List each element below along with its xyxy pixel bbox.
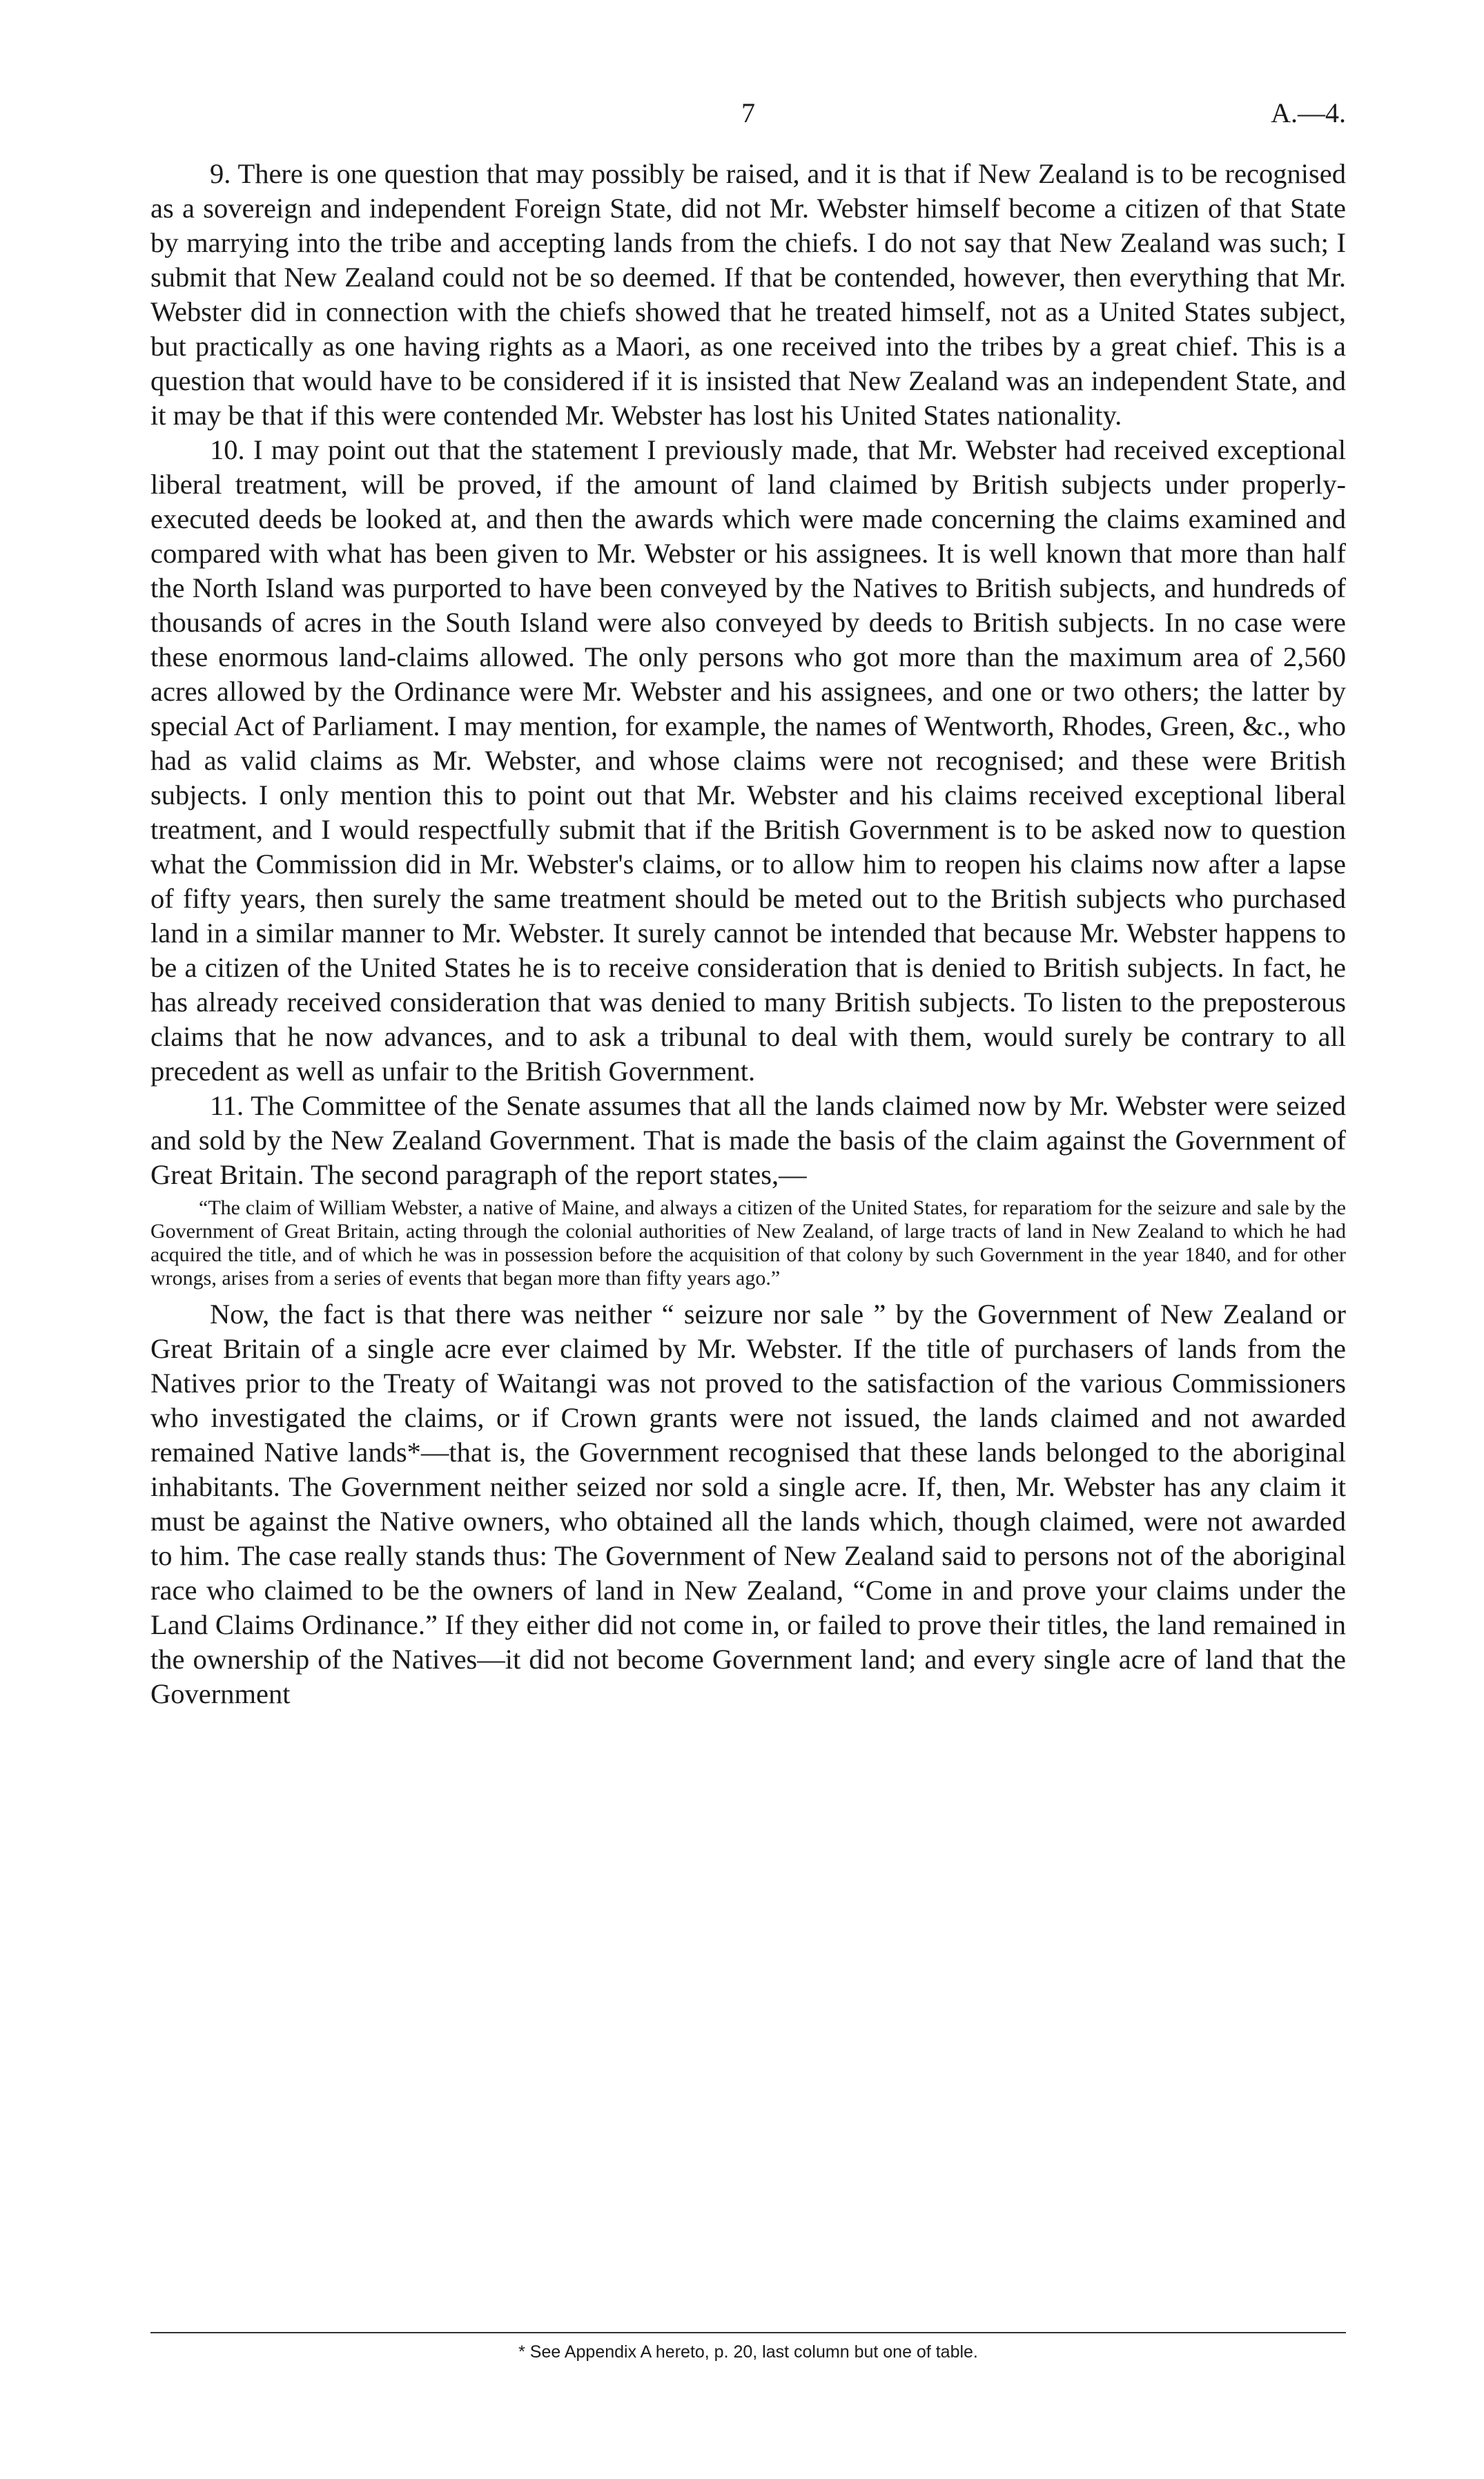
report-quotation: “The claim of William Webster, a native of Maine, and always a citizen of the United States, for reparatiom for the seizure and sale by the Government of Great Britain, acting through the colonial authorities of New Zealand, of large tracts of land in New Zealand to which he had acquired the title, and of which he was in possession before the acquisition of that colony by such Government in the year 1840, and for other wrongs, arises from a series of events that began more than fifty years ago.” [150, 1196, 1346, 1290]
page-number: 7 [741, 97, 755, 128]
footnote-divider [150, 2332, 1346, 2333]
body-text [150, 157, 1346, 1711]
footnote: * See Appendix A hereto, p. 20, last column but one of table. [518, 2342, 978, 2362]
paragraph-11: 11. The Committee of the Senate assumes that all the lands claimed now by Mr. Webster were seized and sold by the New Zealand Government. That is made the basis of the claim against the Government of Great Britain. The second paragraph of the report states,— [150, 1090, 1346, 1190]
page-header [150, 97, 1346, 138]
paragraph-10: 10. I may point out that the statement I previously made, that Mr. Webster had received exceptional liberal treatment, will be proved, if the amount of land claimed by British subjects under properly-executed deeds be looked at, and then the awards which were made concerning the claims examined and compared with what has been given to Mr. Webster or his assignees. It is well known that more than half the North Island was purported to have been conveyed by the Natives to British subjects, and hundreds of thousands of acres in the South Island were also conveyed by deeds to British subjects. In no case were these enormous land-claims allowed. The only persons who got more than the maximum area of 2,560 acres allowed by the Ordinance were Mr. Webster and his assignees, and one or two others; the latter by special Act of Parliament. I may mention, for example, the names of Wentworth, Rhodes, Green, &c., who had as valid claims as Mr. Webster, and whose claims were not recognised; and these were British subjects. I only mention this to point out that Mr. Webster and his claims received exceptional liberal treatment, and I would respectfully submit that if the British Government is to be asked now to question what the Commission did in Mr. Webster's claims, or to allow him to reopen his claims now after a lapse of fifty years, then surely the same treatment should be meted out to the British subjects who purchased land in a similar manner to Mr. Webster. It surely cannot be intended that because Mr. Webster happens to be a citizen of the United States he is to receive consideration that is denied to British subjects. In fact, he has already received consideration that was denied to many British subjects. To listen to the preposterous claims that he now advances, and to ask a tribunal to deal with them, would surely be contrary to all precedent as well as unfair to the British Government. [150, 434, 1346, 1087]
document-reference: A.—4. [1271, 97, 1346, 128]
paragraph-9: 9. There is one question that may possibly be raised, and it is that if New Zealand is to be recognised as a sovereign and independent Foreign State, did not Mr. Webster himself become a citizen of that State by marrying into the tribe and accepting lands from the chiefs. I do not say that New Zealand was such; I submit that New Zealand could not be so deemed. If that be contended, however, then everything that Mr. Webster did in connection with the chiefs showed that he treated himself, not as a United States subject, but practically as one having rights as a Maori, as one received into the tribes by a great chief. This is a question that would have to be considered if it is insisted that New Zealand was an independent State, and it may be that if this were contended Mr. Webster has lost his United States nationality. [150, 158, 1346, 431]
paragraph-11-continued: Now, the fact is that there was neither “ seizure nor sale ” by the Government of New Zealand or Great Britain of a single acre ever claimed by Mr. Webster. If the title of purchasers of lands from the Natives prior to the Treaty of Waitangi was not proved to the satisfaction of the various Commissioners who investigated the claims, or if Crown grants were not issued, the lands claimed and not awarded remained Native lands*—that is, the Government recognised that these lands belonged to the aboriginal inhabitants. The Government neither seized nor sold a single acre. If, then, Mr. Webster has any claim it must be against the Native owners, who obtained all the lands which, though claimed, were not awarded to him. The case really stands thus: The Government of New Zealand said to persons not of the aboriginal race who claimed to be the owners of land in New Zealand, “Come in and prove your claims under the Land Claims Ordinance.” If they either did not come in, or failed to prove their titles, the land remained in the ownership of the Natives—it did not become Government land; and every single acre of land that the Government [150, 1299, 1346, 1709]
